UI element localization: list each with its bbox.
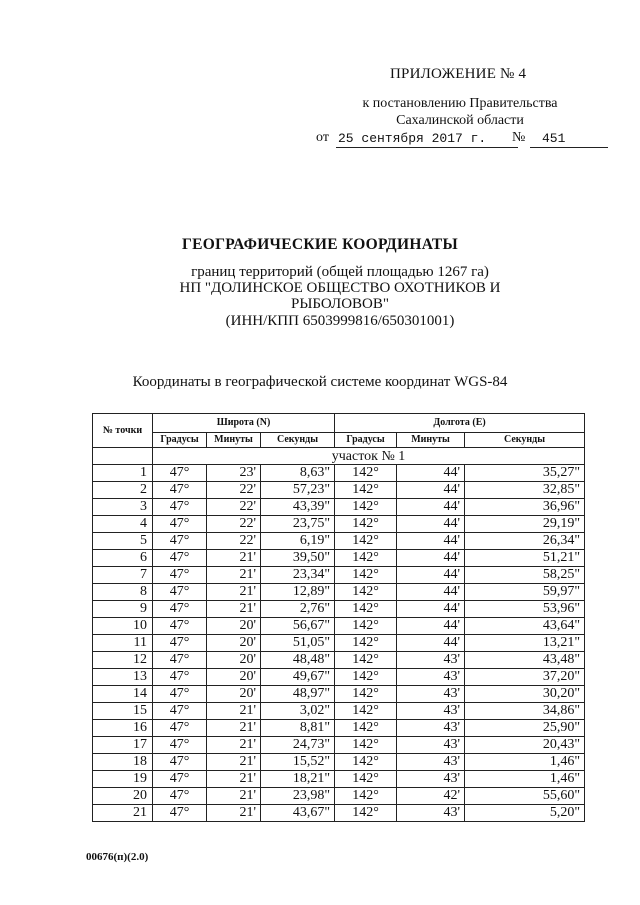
table-row bbox=[93, 584, 585, 601]
lat-seconds-cell: 48,48" bbox=[261, 652, 335, 669]
lat-seconds-cell: 23,75" bbox=[261, 516, 335, 533]
lat-minutes-cell: 22' bbox=[207, 482, 261, 499]
point-number-cell: 11 bbox=[93, 635, 153, 652]
table-row bbox=[93, 788, 585, 805]
lon-degrees-cell: 142° bbox=[335, 720, 397, 737]
lon-minutes-cell: 43' bbox=[397, 703, 465, 720]
lat-minutes-cell: 23' bbox=[207, 465, 261, 482]
lat-seconds-cell: 23,98" bbox=[261, 788, 335, 805]
lon-minutes-cell: 44' bbox=[397, 618, 465, 635]
lat-seconds-cell: 39,50" bbox=[261, 550, 335, 567]
table-row bbox=[93, 533, 585, 550]
table-row bbox=[93, 499, 585, 516]
table-row bbox=[93, 669, 585, 686]
lat-minutes-cell: 21' bbox=[207, 584, 261, 601]
lon-degrees-cell: 142° bbox=[335, 771, 397, 788]
lon-minutes-cell: 44' bbox=[397, 482, 465, 499]
lon-minutes-cell: 43' bbox=[397, 771, 465, 788]
point-number-cell: 7 bbox=[93, 567, 153, 584]
lat-seconds-cell: 15,52" bbox=[261, 754, 335, 771]
lon-seconds-cell: 58,25" bbox=[465, 567, 585, 584]
table-row bbox=[93, 465, 585, 482]
table-row bbox=[93, 567, 585, 584]
lat-seconds-cell: 24,73" bbox=[261, 737, 335, 754]
lat-degrees-cell: 47° bbox=[153, 601, 207, 618]
point-number-cell: 8 bbox=[93, 584, 153, 601]
lon-seconds-cell: 53,96" bbox=[465, 601, 585, 618]
lon-seconds-cell: 37,20" bbox=[465, 669, 585, 686]
lon-seconds-cell: 59,97" bbox=[465, 584, 585, 601]
region-line: Сахалинской области bbox=[396, 113, 524, 128]
lon-degrees-cell: 142° bbox=[335, 686, 397, 703]
lat-seconds-cell: 8,63" bbox=[261, 465, 335, 482]
lon-degrees-cell: 142° bbox=[335, 567, 397, 584]
latitude-header: Широта (N) bbox=[153, 414, 335, 433]
lat-seconds-header: Секунды bbox=[261, 433, 335, 448]
point-number-cell: 15 bbox=[93, 703, 153, 720]
lat-degrees-cell: 47° bbox=[153, 635, 207, 652]
lat-degrees-cell: 47° bbox=[153, 737, 207, 754]
subtitle-line: границ территорий (общей площадью 1267 га) bbox=[191, 264, 489, 280]
lon-minutes-cell: 43' bbox=[397, 737, 465, 754]
lat-degrees-cell: 47° bbox=[153, 754, 207, 771]
lat-seconds-cell: 18,21" bbox=[261, 771, 335, 788]
lon-degrees-cell: 142° bbox=[335, 805, 397, 822]
page-title: ГЕОГРАФИЧЕСКИЕ КООРДИНАТЫ bbox=[181, 236, 459, 253]
lon-seconds-header: Секунды bbox=[465, 433, 585, 448]
lat-seconds-cell: 6,19" bbox=[261, 533, 335, 550]
table-row bbox=[93, 618, 585, 635]
lon-seconds-cell: 20,43" bbox=[465, 737, 585, 754]
table-row bbox=[93, 703, 585, 720]
lat-degrees-cell: 47° bbox=[153, 805, 207, 822]
lon-degrees-cell: 142° bbox=[335, 601, 397, 618]
lon-degrees-cell: 142° bbox=[335, 703, 397, 720]
point-number-header: № точки bbox=[93, 414, 153, 448]
lon-degrees-cell: 142° bbox=[335, 533, 397, 550]
lat-minutes-cell: 21' bbox=[207, 567, 261, 584]
lat-degrees-header: Градусы bbox=[153, 433, 207, 448]
lat-seconds-cell: 51,05" bbox=[261, 635, 335, 652]
table-row bbox=[93, 686, 585, 703]
date-underline bbox=[336, 147, 518, 148]
lon-seconds-cell: 43,64" bbox=[465, 618, 585, 635]
lat-minutes-cell: 20' bbox=[207, 618, 261, 635]
point-number-cell: 6 bbox=[93, 550, 153, 567]
lon-seconds-cell: 51,21" bbox=[465, 550, 585, 567]
table-row bbox=[93, 516, 585, 533]
longitude-header: Долгота (E) bbox=[335, 414, 585, 433]
lon-minutes-cell: 43' bbox=[397, 754, 465, 771]
lon-minutes-cell: 42' bbox=[397, 788, 465, 805]
lon-degrees-cell: 142° bbox=[335, 737, 397, 754]
lat-seconds-cell: 57,23" bbox=[261, 482, 335, 499]
lon-minutes-cell: 43' bbox=[397, 669, 465, 686]
lat-seconds-cell: 43,39" bbox=[261, 499, 335, 516]
table-row bbox=[93, 635, 585, 652]
subtitle-line: РЫБОЛОВОВ" bbox=[291, 296, 389, 312]
lon-seconds-cell: 35,27" bbox=[465, 465, 585, 482]
lat-minutes-cell: 20' bbox=[207, 652, 261, 669]
lon-minutes-cell: 44' bbox=[397, 533, 465, 550]
lon-degrees-cell: 142° bbox=[335, 669, 397, 686]
lon-degrees-cell: 142° bbox=[335, 516, 397, 533]
number-underline bbox=[530, 147, 608, 148]
table-row bbox=[93, 652, 585, 669]
lat-degrees-cell: 47° bbox=[153, 771, 207, 788]
lat-minutes-cell: 20' bbox=[207, 635, 261, 652]
table-row bbox=[93, 737, 585, 754]
lat-seconds-cell: 43,67" bbox=[261, 805, 335, 822]
lon-degrees-cell: 142° bbox=[335, 550, 397, 567]
lat-minutes-cell: 22' bbox=[207, 516, 261, 533]
lat-minutes-cell: 20' bbox=[207, 686, 261, 703]
coordinate-system-title: Координаты в географической системе координат WGS-84 bbox=[132, 374, 508, 390]
lon-degrees-cell: 142° bbox=[335, 482, 397, 499]
lon-seconds-cell: 5,20" bbox=[465, 805, 585, 822]
point-number-cell: 20 bbox=[93, 788, 153, 805]
table-row bbox=[93, 550, 585, 567]
table-row bbox=[93, 482, 585, 499]
decree-date-row bbox=[316, 130, 616, 150]
point-number-cell: 13 bbox=[93, 669, 153, 686]
lat-degrees-cell: 47° bbox=[153, 499, 207, 516]
lat-degrees-cell: 47° bbox=[153, 703, 207, 720]
lat-degrees-cell: 47° bbox=[153, 669, 207, 686]
lat-minutes-cell: 22' bbox=[207, 499, 261, 516]
point-number-cell: 14 bbox=[93, 686, 153, 703]
appendix-title: ПРИЛОЖЕНИЕ № 4 bbox=[390, 66, 527, 82]
lon-seconds-cell: 25,90" bbox=[465, 720, 585, 737]
lon-degrees-cell: 142° bbox=[335, 635, 397, 652]
lat-minutes-cell: 21' bbox=[207, 703, 261, 720]
lon-degrees-header: Градусы bbox=[335, 433, 397, 448]
lon-minutes-cell: 44' bbox=[397, 550, 465, 567]
lon-minutes-cell: 44' bbox=[397, 635, 465, 652]
point-number-cell: 5 bbox=[93, 533, 153, 550]
lat-seconds-cell: 3,02" bbox=[261, 703, 335, 720]
lat-seconds-cell: 56,67" bbox=[261, 618, 335, 635]
coordinates-table bbox=[92, 413, 585, 822]
point-number-cell: 18 bbox=[93, 754, 153, 771]
date-value: 25 сентября 2017 г. bbox=[338, 131, 487, 146]
decree-line: к постановлению Правительства bbox=[362, 96, 558, 111]
lon-minutes-cell: 43' bbox=[397, 686, 465, 703]
lat-seconds-cell: 12,89" bbox=[261, 584, 335, 601]
lon-seconds-cell: 29,19" bbox=[465, 516, 585, 533]
lat-degrees-cell: 47° bbox=[153, 550, 207, 567]
lon-seconds-cell: 1,46" bbox=[465, 754, 585, 771]
table-row bbox=[93, 720, 585, 737]
lat-degrees-cell: 47° bbox=[153, 516, 207, 533]
lon-minutes-cell: 44' bbox=[397, 601, 465, 618]
lat-minutes-cell: 21' bbox=[207, 771, 261, 788]
lon-minutes-cell: 43' bbox=[397, 652, 465, 669]
point-number-cell: 12 bbox=[93, 652, 153, 669]
point-number-cell: 10 bbox=[93, 618, 153, 635]
lon-seconds-cell: 34,86" bbox=[465, 703, 585, 720]
lon-seconds-cell: 26,34" bbox=[465, 533, 585, 550]
point-number-cell: 9 bbox=[93, 601, 153, 618]
lat-seconds-cell: 8,81" bbox=[261, 720, 335, 737]
lat-seconds-cell: 48,97" bbox=[261, 686, 335, 703]
lon-minutes-cell: 44' bbox=[397, 465, 465, 482]
lon-degrees-cell: 142° bbox=[335, 754, 397, 771]
lat-minutes-cell: 21' bbox=[207, 601, 261, 618]
table-row bbox=[93, 754, 585, 771]
table-row bbox=[93, 601, 585, 618]
lon-minutes-cell: 44' bbox=[397, 499, 465, 516]
point-number-cell: 3 bbox=[93, 499, 153, 516]
point-number-cell: 2 bbox=[93, 482, 153, 499]
number-prefix: № bbox=[512, 130, 526, 145]
lon-seconds-cell: 43,48" bbox=[465, 652, 585, 669]
document-code: 00676(п)(2.0) bbox=[86, 851, 149, 863]
lon-degrees-cell: 142° bbox=[335, 618, 397, 635]
table-row bbox=[93, 771, 585, 788]
lat-degrees-cell: 47° bbox=[153, 618, 207, 635]
lat-minutes-header: Минуты bbox=[207, 433, 261, 448]
point-number-cell: 21 bbox=[93, 805, 153, 822]
lon-degrees-cell: 142° bbox=[335, 652, 397, 669]
lon-minutes-cell: 44' bbox=[397, 584, 465, 601]
lon-degrees-cell: 142° bbox=[335, 465, 397, 482]
lat-degrees-cell: 47° bbox=[153, 533, 207, 550]
lat-degrees-cell: 47° bbox=[153, 720, 207, 737]
lon-minutes-cell: 44' bbox=[397, 516, 465, 533]
point-number-cell: 17 bbox=[93, 737, 153, 754]
lon-seconds-cell: 30,20" bbox=[465, 686, 585, 703]
lat-seconds-cell: 49,67" bbox=[261, 669, 335, 686]
lat-degrees-cell: 47° bbox=[153, 567, 207, 584]
lon-seconds-cell: 55,60" bbox=[465, 788, 585, 805]
lon-seconds-cell: 32,85" bbox=[465, 482, 585, 499]
lat-minutes-cell: 21' bbox=[207, 754, 261, 771]
lon-seconds-cell: 1,46" bbox=[465, 771, 585, 788]
lon-minutes-header: Минуты bbox=[397, 433, 465, 448]
point-number-cell: 19 bbox=[93, 771, 153, 788]
lat-minutes-cell: 21' bbox=[207, 550, 261, 567]
date-prefix: от bbox=[316, 130, 329, 145]
subtitle-line: (ИНН/КПП 6503999816/650301001) bbox=[225, 313, 455, 329]
lon-seconds-cell: 13,21" bbox=[465, 635, 585, 652]
lat-degrees-cell: 47° bbox=[153, 788, 207, 805]
lat-minutes-cell: 20' bbox=[207, 669, 261, 686]
number-value: 451 bbox=[542, 131, 566, 146]
lat-degrees-cell: 47° bbox=[153, 482, 207, 499]
subtitle-line: НП "ДОЛИНСКОЕ ОБЩЕСТВО ОХОТНИКОВ И bbox=[179, 280, 501, 296]
lon-seconds-cell: 36,96" bbox=[465, 499, 585, 516]
lat-minutes-cell: 21' bbox=[207, 737, 261, 754]
lat-seconds-cell: 2,76" bbox=[261, 601, 335, 618]
table-row bbox=[93, 805, 585, 822]
point-number-cell: 4 bbox=[93, 516, 153, 533]
lon-degrees-cell: 142° bbox=[335, 788, 397, 805]
lon-minutes-cell: 43' bbox=[397, 720, 465, 737]
lat-minutes-cell: 21' bbox=[207, 788, 261, 805]
lon-minutes-cell: 43' bbox=[397, 805, 465, 822]
lat-minutes-cell: 21' bbox=[207, 805, 261, 822]
lat-seconds-cell: 23,34" bbox=[261, 567, 335, 584]
section-label: участок № 1 bbox=[153, 448, 585, 465]
lat-minutes-cell: 21' bbox=[207, 720, 261, 737]
lat-degrees-cell: 47° bbox=[153, 652, 207, 669]
lat-degrees-cell: 47° bbox=[153, 465, 207, 482]
point-number-cell: 1 bbox=[93, 465, 153, 482]
point-number-cell: 16 bbox=[93, 720, 153, 737]
lon-degrees-cell: 142° bbox=[335, 584, 397, 601]
lat-minutes-cell: 22' bbox=[207, 533, 261, 550]
lon-degrees-cell: 142° bbox=[335, 499, 397, 516]
lat-degrees-cell: 47° bbox=[153, 686, 207, 703]
lat-degrees-cell: 47° bbox=[153, 584, 207, 601]
lon-minutes-cell: 44' bbox=[397, 567, 465, 584]
